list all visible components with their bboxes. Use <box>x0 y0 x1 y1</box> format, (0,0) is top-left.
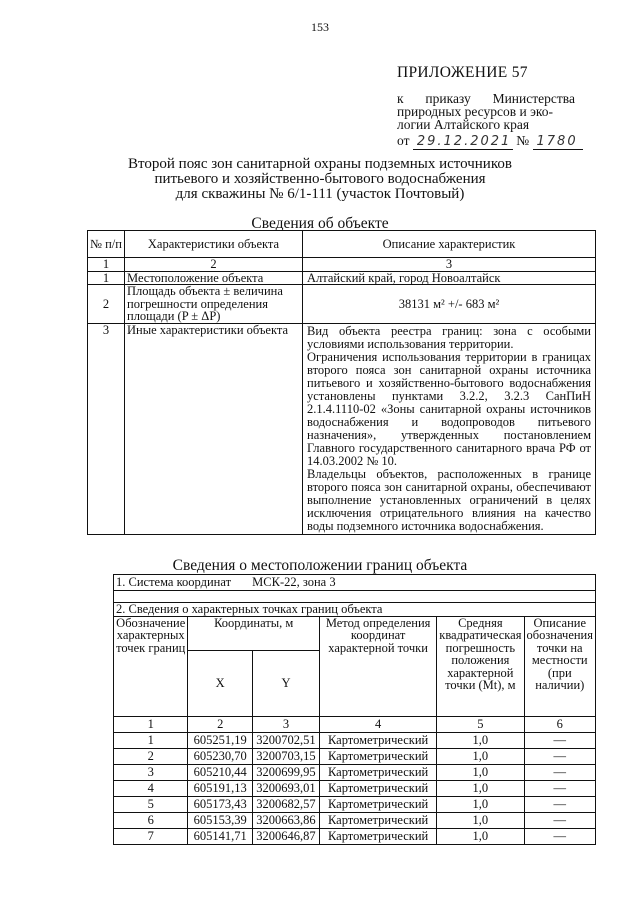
description-paragraph: Владельцы объектов, расположенных в границе второго пояса зон санитарной охраны, обеспечивают выполнение установленных ограничений в целях исключения отрицательного влияния на качество воды подземного источника водоснабжения. <box>307 466 591 533</box>
mean-error-cell: 1,0 <box>437 748 524 764</box>
table-row <box>114 764 596 780</box>
index-cell: 3 <box>252 716 319 732</box>
mean-error-cell: 1,0 <box>437 764 524 780</box>
coord-system-row <box>114 575 596 591</box>
row-number: 1 <box>88 271 125 285</box>
header-note: Описание обозначения точки на местности (при наличии) <box>524 616 596 716</box>
header-y: Y <box>252 650 319 716</box>
order-word: приказу <box>425 91 471 106</box>
order-word: к <box>397 91 404 106</box>
points-label-row: 2. Сведения о характерных точках границ объекта <box>114 603 596 617</box>
index-cell: 2 <box>125 258 303 272</box>
date-prefix: от <box>397 133 410 148</box>
order-date-number <box>397 133 583 150</box>
note-cell: — <box>524 828 596 844</box>
coord-y-cell: 3200663,86 <box>252 812 319 828</box>
table-row <box>114 780 596 796</box>
table-row <box>114 748 596 764</box>
coord-system-label: 1. Система координат <box>116 575 232 590</box>
order-word: Министерства <box>492 91 575 106</box>
index-cell: 6 <box>524 716 596 732</box>
coord-y-cell: 3200699,95 <box>252 764 319 780</box>
method-cell: Картометрический <box>319 748 436 764</box>
row-characteristic: Местоположение объекта <box>125 271 303 285</box>
note-cell: — <box>524 812 596 828</box>
table-row <box>114 796 596 812</box>
number-prefix: № <box>516 133 530 148</box>
header-point: Обозначение характерных точек границ <box>114 616 188 716</box>
method-cell: Картометрический <box>319 732 436 748</box>
note-cell: — <box>524 764 596 780</box>
method-cell: Картометрический <box>319 764 436 780</box>
mean-error-cell: 1,0 <box>437 780 524 796</box>
page-number: 153 <box>311 20 329 34</box>
method-cell: Картометрический <box>319 828 436 844</box>
coord-system-value: МСК-22, зона 3 <box>252 575 336 590</box>
index-cell: 5 <box>437 716 524 732</box>
title-line: для скважины № 6/1-111 (участок Почтовый) <box>175 186 465 202</box>
method-cell: Картометрический <box>319 780 436 796</box>
row-number: 2 <box>88 285 125 324</box>
index-cell: 4 <box>319 716 436 732</box>
mean-error-cell: 1,0 <box>437 828 524 844</box>
order-date-handwritten: 29.12.2021 <box>413 134 513 150</box>
coordinate-rows <box>114 732 596 844</box>
point-id-cell: 2 <box>114 748 188 764</box>
row-number: 3 <box>88 323 125 534</box>
description-paragraph: Ограничения использования территории в границах второго пояса зон санитарной охраны источника питьевого и хозяйственно-бытового водоснабжения установлены пунктами 3.2.2, 3.2.3 СанПиН 2.1.4.1110-02 «Зоны санитарной охраны источников водоснабжения и водопроводов питьевого назначения», утвержденных постановлением Главного государственного санитарного врача РФ от 14.03.2002 № 10. <box>307 349 591 468</box>
row-characteristic: Площадь объекта ± величина погрешности определения площади (P ± ΔP) <box>125 285 303 324</box>
note-cell: — <box>524 796 596 812</box>
header-characteristic: Характеристики объекта <box>125 231 303 258</box>
mean-error-cell: 1,0 <box>437 732 524 748</box>
order-number-handwritten: 1780 <box>533 134 583 150</box>
header-x: X <box>188 650 253 716</box>
coord-x-cell: 605251,19 <box>188 732 253 748</box>
table-row <box>88 285 596 324</box>
coord-x-cell: 605230,70 <box>188 748 253 764</box>
point-id-cell: 7 <box>114 828 188 844</box>
note-cell: — <box>524 748 596 764</box>
note-cell: — <box>524 780 596 796</box>
location-section-heading: Сведения о местоположении границ объекта <box>172 557 468 574</box>
blank-row <box>114 591 596 603</box>
row-description: Алтайский край, город Новоалтайск <box>303 271 596 285</box>
object-info-table <box>87 230 596 535</box>
row-characteristic: Иные характеристики объекта <box>125 323 303 534</box>
coord-x-cell: 605141,71 <box>188 828 253 844</box>
appendix-heading: ПРИЛОЖЕНИЕ 57 <box>397 64 528 81</box>
title-line: Второй пояс зон санитарной охраны подземных источников <box>128 156 512 172</box>
point-id-cell: 5 <box>114 796 188 812</box>
coordinates-table <box>113 574 596 845</box>
coord-y-cell: 3200702,51 <box>252 732 319 748</box>
header-num: № п/п <box>88 231 125 258</box>
table-row <box>114 732 596 748</box>
point-id-cell: 1 <box>114 732 188 748</box>
header-coordinates: Координаты, м <box>188 616 320 650</box>
coord-x-cell: 605191,13 <box>188 780 253 796</box>
index-cell: 3 <box>303 258 596 272</box>
order-line-3: логии Алтайского края <box>397 117 530 132</box>
index-cell: 2 <box>188 716 253 732</box>
coord-y-cell: 3200693,01 <box>252 780 319 796</box>
object-section-heading: Сведения об объекте <box>251 215 389 232</box>
coord-y-cell: 3200703,15 <box>252 748 319 764</box>
coord-y-cell: 3200646,87 <box>252 828 319 844</box>
title-line: питьевого и хозяйственно-бытового водоснабжения <box>154 171 486 187</box>
point-id-cell: 6 <box>114 812 188 828</box>
description-paragraph: Вид объекта реестра границ: зона с особыми условиями использования территории. <box>307 323 591 351</box>
header-description: Описание характеристик <box>303 231 596 258</box>
table-row <box>114 828 596 844</box>
header-method: Метод определения координат характерной точки <box>319 616 436 716</box>
point-id-cell: 3 <box>114 764 188 780</box>
point-id-cell: 4 <box>114 780 188 796</box>
table-row <box>114 812 596 828</box>
method-cell: Картометрический <box>319 796 436 812</box>
mean-error-cell: 1,0 <box>437 812 524 828</box>
order-line-2: природных ресурсов и эко- <box>397 104 553 119</box>
coord-x-cell: 605173,43 <box>188 796 253 812</box>
coord-y-cell: 3200682,57 <box>252 796 319 812</box>
document-title <box>120 157 520 202</box>
order-reference <box>397 92 575 131</box>
index-cell: 1 <box>114 716 188 732</box>
table-row <box>88 323 596 534</box>
note-cell: — <box>524 732 596 748</box>
row-description <box>303 323 596 534</box>
row-description: 38131 м² +/- 683 м² <box>303 285 596 324</box>
coord-x-cell: 605153,39 <box>188 812 253 828</box>
method-cell: Картометрический <box>319 812 436 828</box>
coord-x-cell: 605210,44 <box>188 764 253 780</box>
index-cell: 1 <box>88 258 125 272</box>
header-mean-error: Средняя квадратическая погрешность положения характерной точки (Mt), м <box>437 616 524 716</box>
mean-error-cell: 1,0 <box>437 796 524 812</box>
table-row <box>88 271 596 285</box>
